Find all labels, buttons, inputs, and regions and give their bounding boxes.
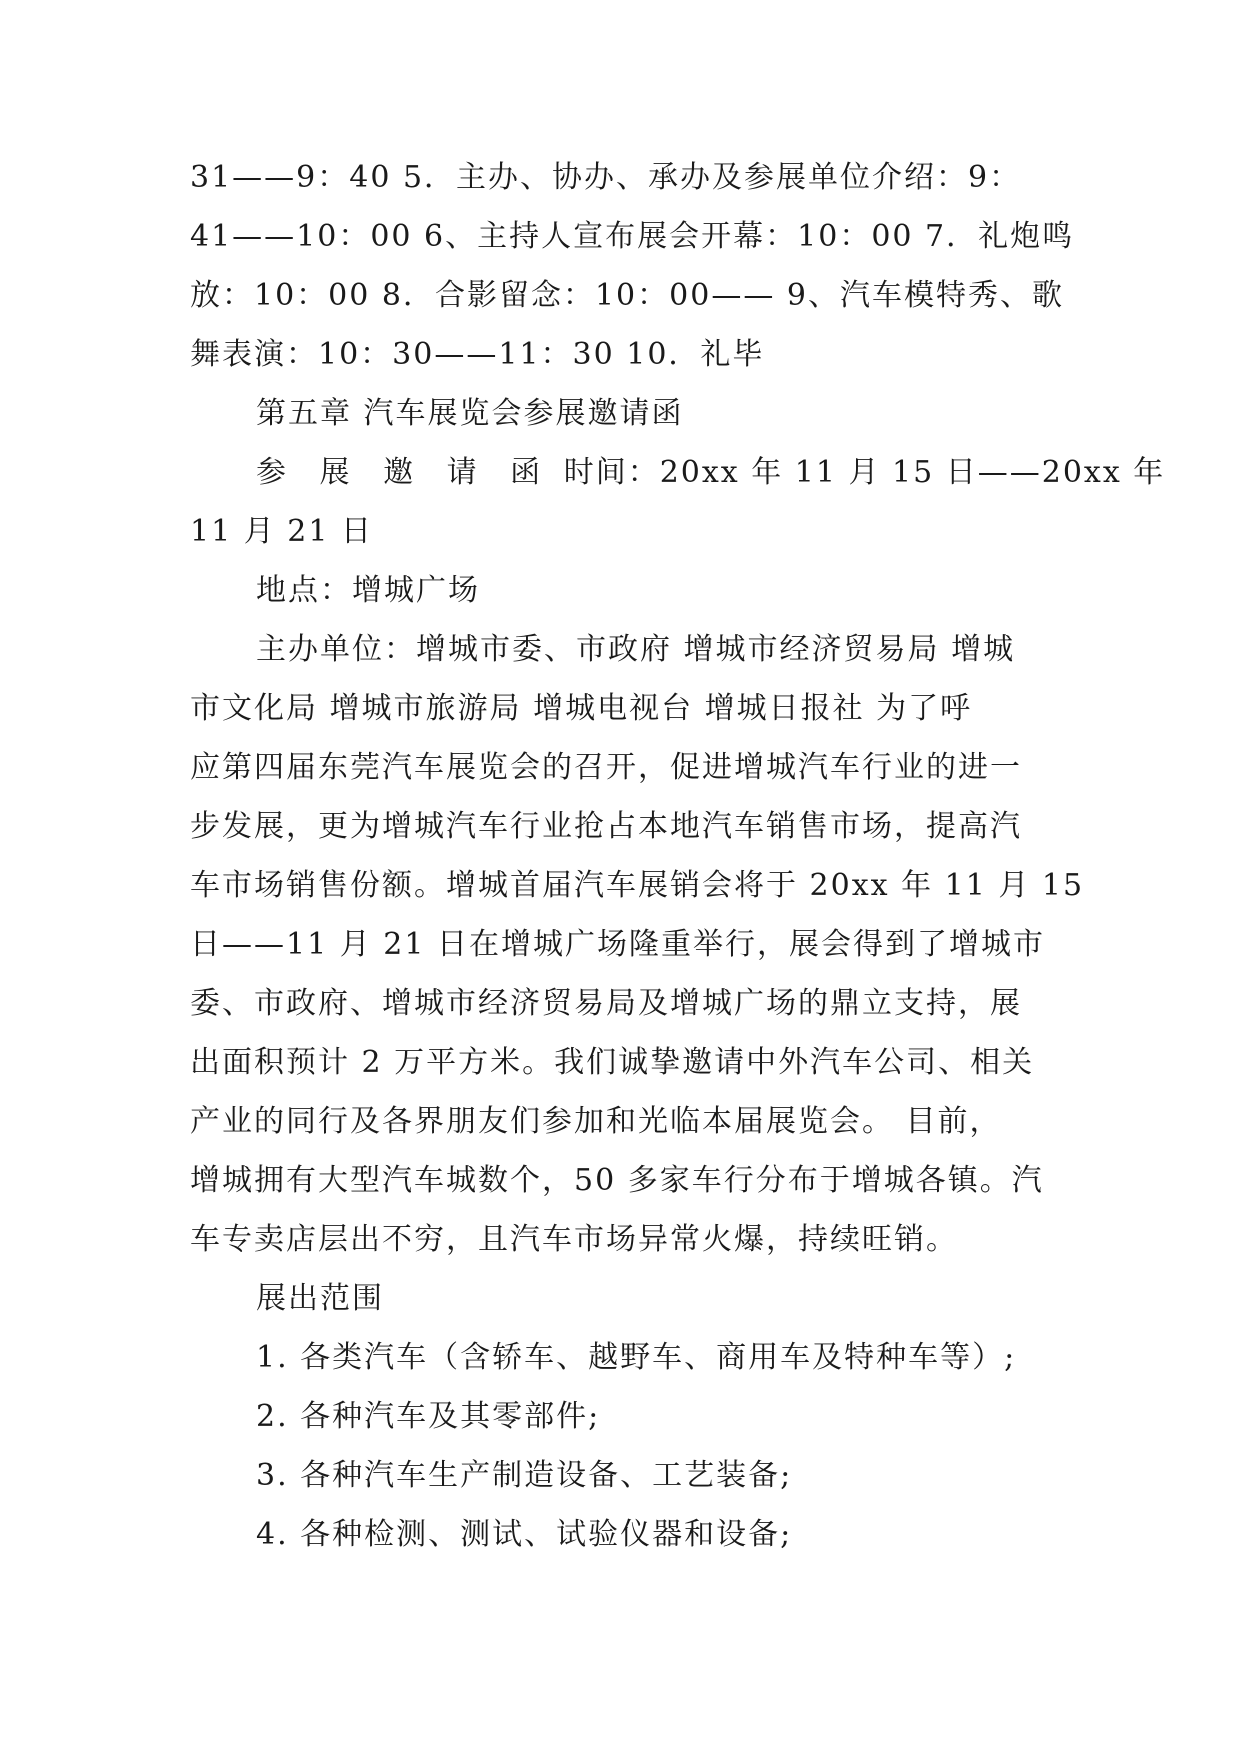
program-line: 舞表演：10：30——11：30 10．礼毕 bbox=[190, 337, 765, 372]
body-line: 步发展，更为增城汽车行业抢占本地汽车销售市场，提高汽 bbox=[190, 809, 1022, 844]
scope-item: 3. 各种汽车生产制造设备、工艺装备; bbox=[256, 1458, 793, 1493]
invitation-heading: 参 展 邀 请 函 bbox=[256, 455, 553, 490]
body-line: 主办单位：增城市委、市政府 增城市经济贸易局 增城 bbox=[256, 632, 1016, 667]
body-line: 市文化局 增城市旅游局 增城电视台 增城日报社 为了呼 bbox=[190, 691, 973, 726]
document-text bbox=[190, 148, 1166, 1564]
body-line: 委、市政府、增城市经济贸易局及增城广场的鼎立支持，展 bbox=[190, 986, 1022, 1021]
location-line: 地点：增城广场 bbox=[256, 573, 480, 608]
program-line: 31——9：40 5．主办、协办、承办及参展单位介绍：9： bbox=[190, 160, 1022, 195]
invitation-time-line bbox=[190, 443, 1166, 502]
scope-heading: 展出范围 bbox=[256, 1281, 384, 1316]
time-line-continued: 11 月 21 日 bbox=[190, 514, 373, 549]
scope-item: 2. 各种汽车及其零部件; bbox=[256, 1399, 601, 1434]
body-line: 车市场销售份额。增城首届汽车展销会将于 20xx 年 11 月 15 bbox=[190, 868, 1085, 903]
scope-item: 1. 各类汽车（含轿车、越野车、商用车及特种车等）; bbox=[256, 1340, 1017, 1375]
chapter-title: 第五章 汽车展览会参展邀请函 bbox=[256, 396, 684, 431]
body-line: 产业的同行及各界朋友们参加和光临本届展览会。 目前， bbox=[190, 1104, 1002, 1139]
body-line: 出面积预计 2 万平方米。我们诚挚邀请中外汽车公司、相关 bbox=[190, 1045, 1035, 1080]
program-line: 放：10：00 8．合影留念：10：00—— 9、汽车模特秀、歌 bbox=[190, 278, 1064, 313]
scope-item: 4. 各种检测、测试、试验仪器和设备; bbox=[256, 1517, 793, 1552]
body-line: 日——11 月 21 日在增城广场隆重举行，展会得到了增城市 bbox=[190, 927, 1045, 962]
body-line: 车专卖店层出不穷，且汽车市场异常火爆，持续旺销。 bbox=[190, 1222, 958, 1257]
body-line: 增城拥有大型汽车城数个，50 多家车行分布于增城各镇。汽 bbox=[190, 1163, 1044, 1198]
time-text: 时间：20xx 年 11 月 15 日——20xx 年 bbox=[552, 455, 1166, 490]
body-line: 应第四届东莞汽车展览会的召开，促进增城汽车行业的进一 bbox=[190, 750, 1022, 785]
program-line: 41——10：00 6、主持人宣布展会开幕：10：00 7．礼炮鸣 bbox=[190, 219, 1075, 254]
